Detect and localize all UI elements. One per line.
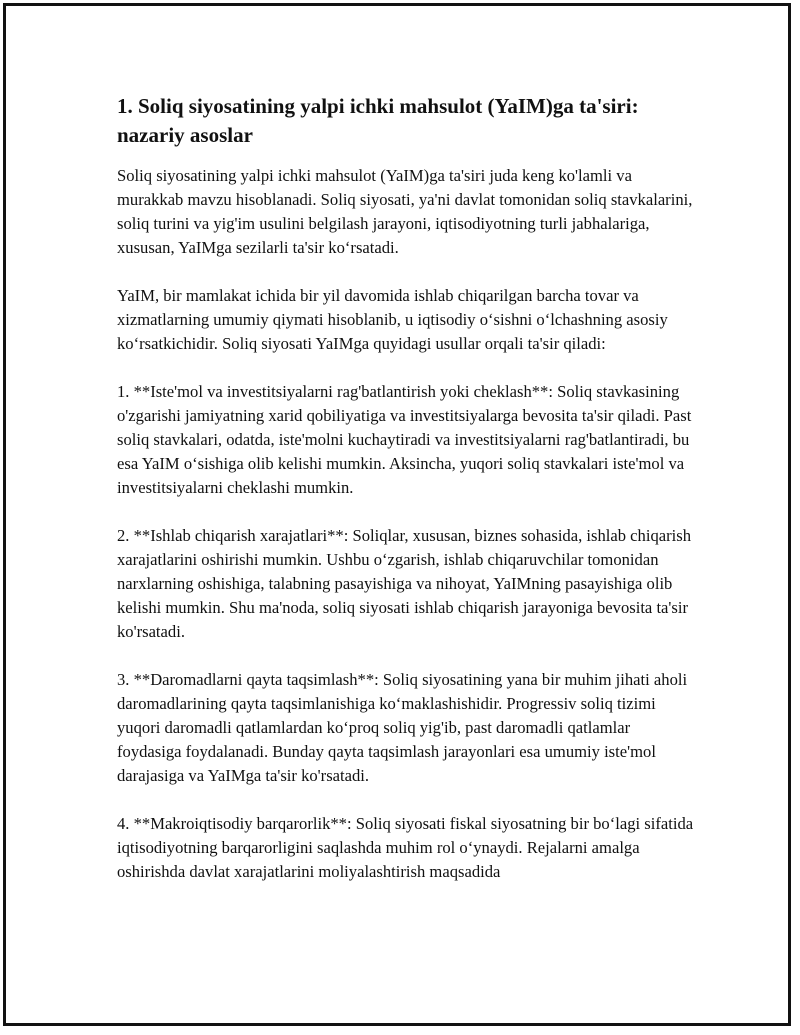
paragraph-item-1: 1. **Iste'mol va investitsiyalarni rag'batlantirish yoki cheklash**: Soliq stavkasining o'zgarishi jamiyatning xarid qobiliyatiga va investitsiyalarga bevosita ta'sir qiladi. Past soliq stavkalari, odatda, iste'molni kuchaytiradi va investitsiyalarni rag'batlantiradi, bu esa YaIM o‘sishiga olib kelishi mumkin. Aksincha, yuqori soliq stavkalari iste'mol va investitsiyalarni cheklashi mumkin. xyxy=(117,382,692,497)
paragraph-gdp-definition: YaIM, bir mamlakat ichida bir yil davomida ishlab chiqarilgan barcha tovar va xizmatlarning umumiy qiymati hisoblanib, u iqtisodiy o‘sishni o‘lchashning asosiy ko‘rsatkichidir. Soliq siyosati YaIMga quyidagi usullar orqali ta'sir qiladi: xyxy=(117,286,668,353)
paragraph-item-3: 3. **Daromadlarni qayta taqsimlash**: Soliq siyosatining yana bir muhim jihati aholi daromadlarining qayta taqsimlanishiga ko‘maklashishidir. Progressiv soliq tizimi yuqori daromadli qatlamlardan ko‘proq soliq yig'ib, past daromadli qatlamlar foydasiga foydalanadi. Bunday qayta taqsimlash jarayonlari esa umumiy iste'mol darajasiga va YaIMga ta'sir ko'rsatadi. xyxy=(117,670,688,785)
paragraph-item-2: 2. **Ishlab chiqarish xarajatlari**: Soliqlar, xususan, biznes sohasida, ishlab chiqarish xarajatlarini oshirishi mumkin. Ushbu o‘zgarish, ishlab chiqaruvchilar tomonidan narxlarning oshishiga, talabning pasayishiga va nihoyat, YaIMning pasayishiga olib kelishi mumkin. Shu ma'noda, soliq siyosati ishlab chiqarish jarayoniga bevosita ta'sir ko'rsatadi. xyxy=(117,526,691,641)
paragraph-item-4: 4. **Makroiqtisodiy barqarorlik**: Soliq siyosati fiskal siyosatning bir bo‘lagi sifatida iqtisodiyotning barqarorligini saqlashda muhim rol o‘ynaydi. Rejalarni amalga oshirishda davlat xarajatlarini moliyalashtirish maqsadida xyxy=(117,814,694,881)
section-title: 1. Soliq siyosatining yalpi ichki mahsulot (YaIM)ga ta'siri: nazariy asoslar xyxy=(117,94,639,147)
document-body xyxy=(117,92,697,884)
paragraph-intro: Soliq siyosatining yalpi ichki mahsulot (YaIM)ga ta'siri juda keng ko'lamli va murakkab mavzu hisoblanadi. Soliq siyosati, ya'ni davlat tomonidan soliq stavkalarini, soliq turini va yig'im usulini belgilash jarayoni, iqtisodiyotning turli jabhalariga, xususan, YaIMga sezilarli ta'sir ko‘rsatadi. xyxy=(117,166,693,257)
